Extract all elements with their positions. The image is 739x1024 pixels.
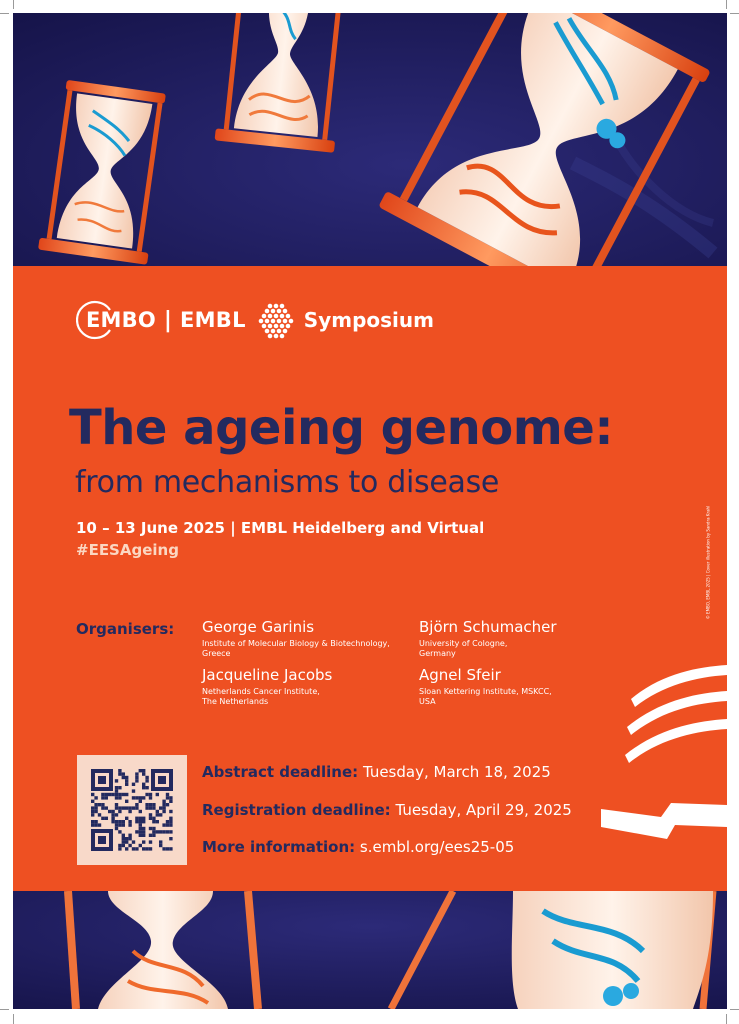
qr-module [156, 793, 159, 796]
qr-module [101, 817, 104, 820]
qr-module [142, 820, 145, 823]
qr-module [149, 793, 152, 796]
qr-module [162, 800, 165, 803]
qr-module [169, 823, 172, 826]
qr-module [166, 830, 169, 833]
qr-module [139, 827, 142, 830]
qr-module [169, 810, 172, 813]
qr-module [149, 834, 152, 837]
organisers-label: Organisers: [76, 620, 175, 638]
qr-module [122, 834, 125, 837]
copyright-note [705, 484, 709, 644]
qr-module [159, 806, 162, 809]
qr-module [101, 806, 104, 809]
qr-module [152, 817, 155, 820]
qr-module [145, 786, 148, 789]
qr-module [132, 789, 135, 792]
qr-module [135, 779, 138, 782]
crop-mark [13, 1014, 14, 1024]
qr-module [145, 793, 148, 796]
organiser-affiliation [419, 639, 557, 659]
top-illustration [13, 13, 727, 266]
logo-separator: | [163, 307, 172, 333]
qr-module [135, 817, 138, 820]
qr-module [162, 847, 165, 850]
qr-module [145, 806, 148, 809]
qr-module [115, 786, 118, 789]
qr-module [149, 847, 152, 850]
qr-module [115, 820, 118, 823]
qr-module [115, 789, 118, 792]
qr-module [149, 813, 152, 816]
page-title: The ageing genome: [69, 400, 614, 456]
qr-module [128, 834, 131, 837]
qr-module [152, 806, 155, 809]
qr-module [125, 847, 128, 850]
qr-module [132, 840, 135, 843]
qr-module [139, 796, 142, 799]
qr-module [166, 847, 169, 850]
affiliation-line: Institute of Molecular Biology & Biotechnology, [202, 639, 390, 648]
info-label: More information: [202, 838, 356, 856]
qr-module [152, 834, 155, 837]
organiser-name: George Garinis [202, 618, 315, 636]
qr-module [105, 817, 108, 820]
qr-module [118, 847, 121, 850]
qr-module [98, 823, 101, 826]
qr-module [91, 813, 94, 816]
qr-module [159, 830, 162, 833]
deadline-value: Tuesday, April 29, 2025 [395, 801, 572, 819]
qr-module [128, 837, 131, 840]
qr-module [149, 840, 152, 843]
organiser-affiliation [202, 687, 332, 707]
qr-module [132, 847, 135, 850]
qr-module [91, 810, 94, 813]
qr-module [149, 803, 152, 806]
qr-module [169, 837, 172, 840]
qr-module [118, 844, 121, 847]
symposium-logo [76, 300, 434, 340]
qr-module [145, 847, 148, 850]
copyright-text: © EMBO, EMBL 2025 | Cover illustration by Sandra Krahl [705, 505, 711, 620]
crop-mark [0, 1009, 9, 1010]
qr-module [132, 796, 135, 799]
qr-module [139, 830, 142, 833]
qr-module [118, 810, 121, 813]
qr-module [94, 796, 97, 799]
crop-mark [0, 13, 9, 14]
qr-module [91, 806, 94, 809]
deadline-label: Registration deadline: [202, 801, 391, 819]
qr-module [152, 830, 155, 833]
qr-module [115, 796, 118, 799]
qr-module [118, 786, 121, 789]
qr-module [142, 827, 145, 830]
qr-module [169, 830, 172, 833]
qr-module [149, 817, 152, 820]
crop-mark [730, 13, 739, 14]
qr-module [98, 813, 101, 816]
deadline-value: Tuesday, March 18, 2025 [362, 763, 551, 781]
page-subtitle: from mechanisms to disease [75, 465, 500, 500]
affiliation-line: University of Cologne, [419, 639, 508, 648]
qr-module [135, 820, 138, 823]
qr-module [162, 803, 165, 806]
qr-module [139, 823, 142, 826]
qr-module [159, 844, 162, 847]
affiliation-line: Greece [202, 649, 231, 658]
qr-module [135, 803, 138, 806]
embl-logo-text: EMBL [179, 308, 246, 332]
qr-code-graphic [77, 755, 187, 865]
poster [13, 13, 727, 1009]
organiser-affiliation [202, 639, 390, 659]
qr-module [94, 810, 97, 813]
qr-module [101, 803, 104, 806]
qr-module [128, 806, 131, 809]
qr-module [125, 806, 128, 809]
qr-module [139, 817, 142, 820]
qr-module [111, 820, 114, 823]
qr-module [115, 793, 118, 796]
qr-module [162, 830, 165, 833]
qr-module [149, 806, 152, 809]
organiser-name: Björn Schumacher [419, 618, 557, 636]
qr-module [125, 776, 128, 779]
qr-module [149, 796, 152, 799]
qr-code-icon[interactable] [77, 755, 187, 865]
qr-module [122, 844, 125, 847]
qr-module [156, 810, 159, 813]
qr-module [142, 796, 145, 799]
date-location: 10 – 13 June 2025 | EMBL Heidelberg and Virtual [76, 519, 485, 537]
qr-module [115, 806, 118, 809]
organiser [419, 618, 557, 659]
qr-module [135, 776, 138, 779]
qr-module [162, 823, 165, 826]
qr-module [142, 840, 145, 843]
qr-module [125, 793, 128, 796]
qr-module [139, 834, 142, 837]
bottom-illustration [13, 891, 727, 1009]
crop-mark [726, 0, 727, 9]
qr-module [115, 779, 118, 782]
affiliation-line: Germany [419, 649, 456, 658]
qr-module [115, 813, 118, 816]
qr-module [139, 820, 142, 823]
qr-module [125, 840, 128, 843]
qr-module [105, 806, 108, 809]
qr-module [128, 810, 131, 813]
qr-module [118, 793, 121, 796]
qr-module [166, 793, 169, 796]
crop-mark [730, 1009, 739, 1010]
qr-module [142, 830, 145, 833]
qr-module [139, 769, 142, 772]
qr-module [94, 803, 97, 806]
qr-module [122, 793, 125, 796]
qr-module [162, 810, 165, 813]
qr-module [118, 806, 121, 809]
organiser [202, 618, 390, 659]
qr-module [142, 817, 145, 820]
qr-module [94, 806, 97, 809]
qr-module [159, 813, 162, 816]
qr-module [145, 779, 148, 782]
qr-module [128, 820, 131, 823]
organiser [202, 666, 332, 707]
affiliation-line: Netherlands Cancer Institute, [202, 687, 320, 696]
qr-module [156, 820, 159, 823]
qr-module [105, 796, 108, 799]
qr-module [115, 823, 118, 826]
deadline-label: Abstract deadline: [202, 763, 359, 781]
qr-module [125, 837, 128, 840]
qr-module [166, 803, 169, 806]
qr-module [128, 844, 131, 847]
qr-module [149, 827, 152, 830]
qr-module [115, 827, 118, 830]
qr-module [94, 820, 97, 823]
symposium-label: Symposium [303, 308, 434, 332]
qr-module [145, 776, 148, 779]
embl-hexagon-icon [256, 300, 296, 340]
organiser-name: Jacqueline Jacobs [202, 666, 333, 684]
qr-module [91, 820, 94, 823]
qr-module [169, 847, 172, 850]
qr-module [139, 810, 142, 813]
crop-mark [13, 0, 14, 9]
qr-module [122, 806, 125, 809]
qr-module [98, 803, 101, 806]
affiliation-line: The Netherlands [202, 697, 269, 706]
organiser [419, 666, 552, 707]
affiliation-line: USA [419, 697, 436, 706]
qr-module [118, 823, 121, 826]
qr-module [169, 820, 172, 823]
qr-module [111, 793, 114, 796]
qr-module [145, 803, 148, 806]
qr-module [142, 786, 145, 789]
qr-module [166, 796, 169, 799]
qr-module [169, 796, 172, 799]
qr-module [169, 817, 172, 820]
qr-module [135, 806, 138, 809]
qr-module [142, 772, 145, 775]
qr-module [162, 806, 165, 809]
qr-module [105, 793, 108, 796]
qr-module [152, 820, 155, 823]
qr-module [166, 823, 169, 826]
qr-module [142, 847, 145, 850]
qr-module [156, 813, 159, 816]
qr-module [118, 830, 121, 833]
qr-module [135, 830, 138, 833]
qr-module [115, 803, 118, 806]
qr-module [159, 840, 162, 843]
qr-module [111, 810, 114, 813]
qr-module [142, 783, 145, 786]
qr-module [128, 823, 131, 826]
qr-module [108, 793, 111, 796]
qr-module [91, 823, 94, 826]
qr-module [101, 796, 104, 799]
qr-module [122, 823, 125, 826]
embl-arcs-icon [601, 649, 727, 839]
qr-module [122, 772, 125, 775]
qr-module [135, 796, 138, 799]
hashtag: #EESAgeing [76, 541, 179, 559]
crop-mark [726, 1014, 727, 1024]
qr-module [166, 820, 169, 823]
qr-module [122, 776, 125, 779]
qr-module [125, 800, 128, 803]
qr-module [94, 823, 97, 826]
embo-ring-icon [76, 300, 116, 340]
qr-module [101, 793, 104, 796]
affiliation-line: Sloan Kettering Institute, MSKCC, [419, 687, 552, 696]
qr-module [122, 820, 125, 823]
embo-logo-text: EMBO [86, 308, 156, 332]
qr-module [139, 800, 142, 803]
organiser-name: Agnel Sfeir [419, 666, 501, 684]
qr-module [139, 844, 142, 847]
qr-module [169, 800, 172, 803]
qr-module [108, 810, 111, 813]
qr-module [135, 847, 138, 850]
qr-module [122, 840, 125, 843]
organiser-affiliation [419, 687, 552, 707]
qr-module [125, 783, 128, 786]
qr-module [132, 783, 135, 786]
qr-module [142, 834, 145, 837]
qr-module [132, 806, 135, 809]
registration-deadline [202, 801, 572, 819]
qr-module [142, 769, 145, 772]
qr-module [125, 779, 128, 782]
qr-module [111, 817, 114, 820]
qr-module [152, 827, 155, 830]
info-link[interactable]: s.embl.org/ees25-05 [359, 838, 515, 856]
qr-module [118, 820, 121, 823]
qr-module [111, 813, 114, 816]
qr-module [118, 772, 121, 775]
qr-module [118, 796, 121, 799]
qr-module [91, 800, 94, 803]
qr-module [135, 772, 138, 775]
abstract-deadline [202, 763, 551, 781]
qr-module [118, 769, 121, 772]
qr-module [152, 803, 155, 806]
qr-module [122, 837, 125, 840]
qr-module [125, 817, 128, 820]
qr-module [156, 830, 159, 833]
qr-module [91, 793, 94, 796]
more-information [202, 838, 514, 856]
